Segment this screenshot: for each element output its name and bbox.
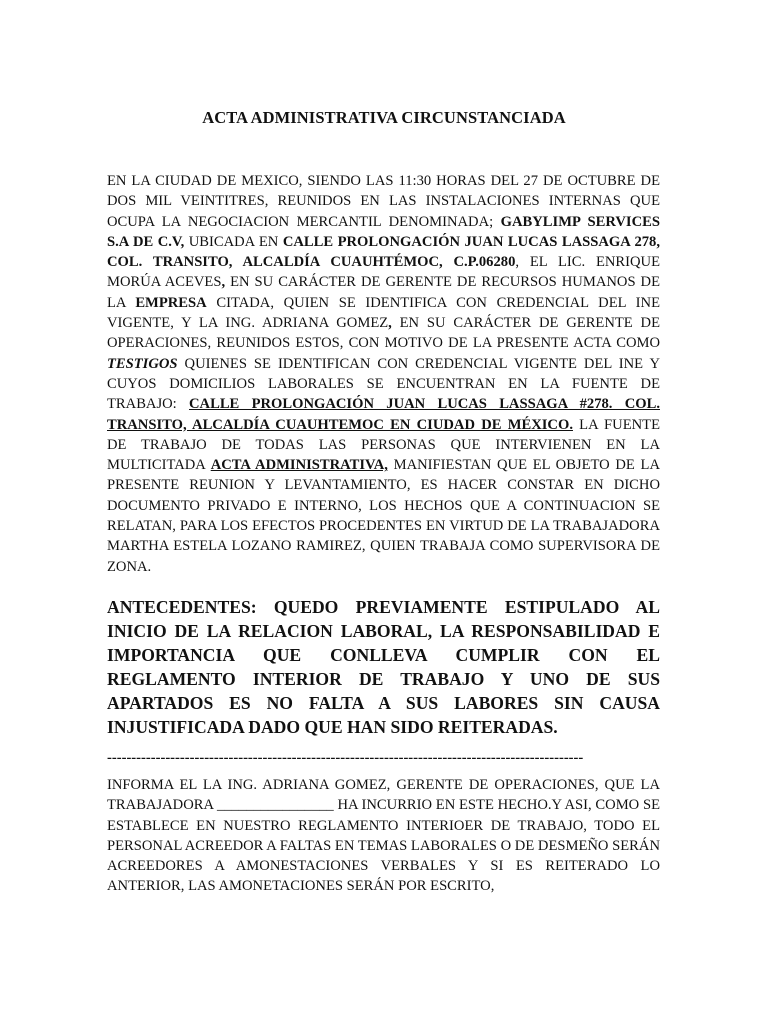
intro-text-1: EN LA CIUDAD DE MEXICO, SIENDO LAS 11:30 HORAS DEL 27 DE OCTUBRE DE DOS MIL VEINTITRES, REUNIDOS EN LAS INSTALACIONES INTERNAS QUE OCUPA LA NEGOCIACION MERCANTIL DENOMINADA; bbox=[107, 173, 660, 230]
intro-comma-2: , bbox=[388, 315, 392, 332]
intro-text-4: EN SU CARÁCTER DE GERENTE DE RECURSOS HUMANOS DE LA bbox=[107, 274, 660, 311]
separator-line: -------------------------------------------------------------------------------------------------- bbox=[107, 750, 584, 766]
informa-paragraph: INFORMA EL LA ING. ADRIANA GOMEZ, GERENTE DE OPERACIONES, QUE LA TRABAJADORA ________________ HA INCURRIO EN ESTE HECHO.Y ASI, COMO SE ESTABLECE EN NUESTRO REGLAMENTO INTERIOER DE TRABAJO, TODO EL PERSONAL ACREEDOR A FALTAS EN TEMAS LABORALES O DE DESMEÑO SERÁN ACREEDORES A AMONESTACIONES VERBALES Y SI ES REITERADO LO ANTERIOR, LAS AMONETACIONES SERÁN POR ESCRITO, bbox=[107, 777, 660, 895]
intro-text-5: CITADA, QUIEN SE IDENTIFICA CON CREDENCIAL DEL INE VIGENTE, Y LA ING. ADRIANA GOMEZ bbox=[107, 294, 660, 332]
company-name: GABYLIMP SERVICES S.A DE C.V, bbox=[107, 213, 660, 250]
intro-paragraph bbox=[107, 171, 660, 577]
empresa-word: EMPRESA bbox=[135, 294, 207, 311]
intro-text-6: EN SU CARÁCTER DE GERENTE DE OPERACIONES, REUNIDOS ESTOS, CON MOTIVO DE LA PRESENTE ACTA COMO bbox=[107, 315, 660, 352]
antecedentes-paragraph: ANTECEDENTES: QUEDO PREVIAMENTE ESTIPULADO AL INICIO DE LA RELACION LABORAL, LA RESPONSABILIDAD E IMPORTANCIA QUE CONLLEVA CUMPLIR CON EL REGLAMENTO INTERIOR DE TRABAJO Y UNO DE SUS APARTADOS ES NO FALTA A SUS LABORES SIN CAUSA INJUSTIFICADA DADO QUE HAN SIDO REITERADAS. bbox=[107, 597, 660, 738]
testigos-word: TESTIGOS bbox=[107, 355, 178, 372]
document-title: ACTA ADMINISTRATIVA CIRCUNSTANCIADA bbox=[202, 108, 566, 127]
intro-text-8: LA FUENTE DE TRABAJO DE TODAS LAS PERSONAS QUE INTERVIENEN EN LA MULTICITADA bbox=[107, 416, 660, 474]
work-address: CALLE PROLONGACIÓN JUAN LUCAS LASSAGA #278. COL. TRANSITO, ALCALDÍA CUAUHTEMOC EN CIUDAD DE MÉXICO. bbox=[107, 396, 660, 433]
intro-text-7: QUIENES SE IDENTIFICAN CON CREDENCIAL VIGENTE DEL INE Y CUYOS DOMICILIOS LABORALES SE ENCUENTRAN EN LA FUENTE DE TRABAJO: bbox=[107, 355, 660, 413]
acta-administrativa-word: ACTA ADMINISTRATIVA, bbox=[210, 457, 388, 474]
intro-text-3: , EL LIC. ENRIQUE MORÚA ACEVES bbox=[107, 254, 661, 291]
intro-text-9: MANIFIESTAN QUE EL OBJETO DE LA PRESENTE REUNION Y LEVANTAMIENTO, ES HACER CONSTAR EN DICHO DOCUMENTO PRIVADO E INTERNO, LOS HECHOS QUE A CONTINUACION SE RELATAN, PARA LOS EFECTOS PROCEDENTES EN VIRTUD DE LA TRABAJADORA MARTHA ESTELA LOZANO RAMIREZ, QUIEN TRABAJA COMO SUPERVISORA DE ZONA. bbox=[107, 457, 660, 575]
company-address: CALLE PROLONGACIÓN JUAN LUCAS LASSAGA 278, COL. TRANSITO, ALCALDÍA CUAUHTÉMOC, C.P.06280 bbox=[107, 233, 661, 271]
intro-comma-1: , bbox=[221, 274, 226, 291]
intro-text-2: UBICADA EN bbox=[184, 233, 283, 250]
